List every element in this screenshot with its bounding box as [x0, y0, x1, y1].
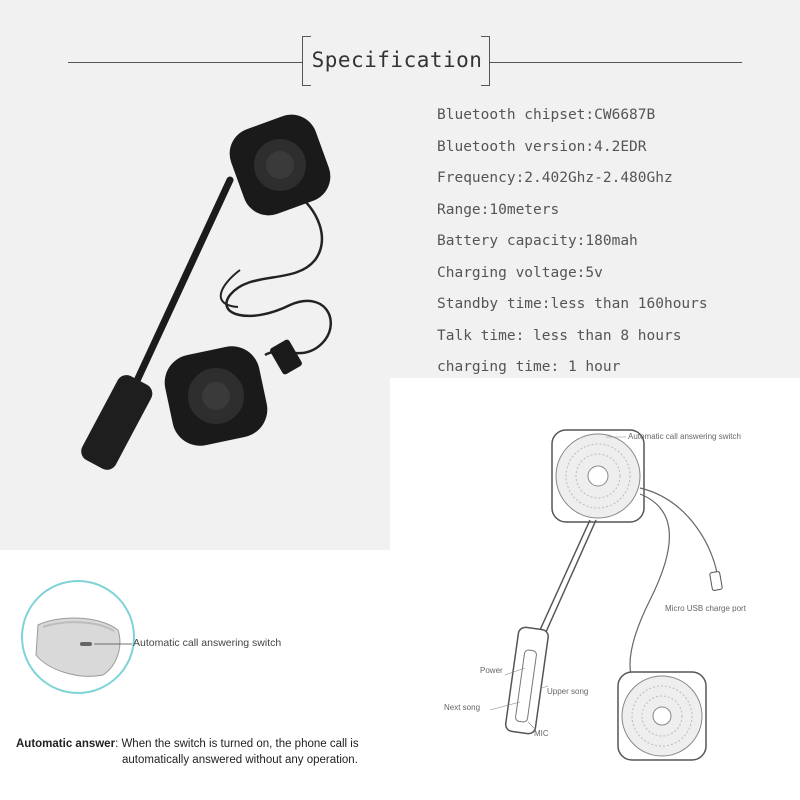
spec-standby: Standby time:less than 160hours: [437, 296, 708, 312]
product-photo: [40, 100, 400, 500]
note-line2: automatically answered without any operation.: [122, 754, 358, 766]
diagram-speaker-bottom-icon: [618, 672, 706, 760]
label-next-song: Next song: [444, 703, 481, 712]
header-rule-right: [490, 62, 742, 63]
switch-closeup: [18, 565, 138, 715]
spec-charging-time: charging time: 1 hour: [437, 359, 621, 375]
header-rule-left: [68, 62, 302, 63]
label-auto-switch: Automatic call answering switch: [628, 432, 741, 441]
spec-charging-voltage: Charging voltage:5v: [437, 264, 603, 281]
note-title: Automatic answer: [16, 738, 116, 750]
speaker-top-icon: [222, 107, 337, 222]
spec-talk-time: Talk time: less than 8 hours: [437, 327, 682, 344]
label-usb-port: Micro USB charge port: [665, 604, 746, 613]
switch-icon: [80, 642, 92, 646]
spec-chipset: Bluetooth chipset:CW6687B: [437, 107, 656, 123]
diagram-speaker-top-icon: [552, 430, 644, 522]
speaker-bottom-icon: [159, 341, 272, 451]
diagram-usb-icon: [710, 571, 723, 590]
spec-list: [437, 100, 708, 384]
auto-answer-note: [16, 736, 396, 768]
closeup-label: Automatic call answering switch: [133, 637, 282, 649]
label-upper-song: Upper song: [547, 687, 589, 696]
spec-version: Bluetooth version:4.2EDR: [437, 138, 647, 155]
usb-plug-icon: [269, 339, 303, 376]
label-mic: MIC: [534, 729, 549, 738]
diagram-mic-body-icon: [505, 626, 549, 734]
line-diagram: [430, 410, 800, 790]
title-frame: [302, 36, 490, 86]
mic-head-icon: [78, 372, 156, 474]
note-line1: : When the switch is turned on, the phone call is: [115, 738, 359, 750]
page-title: Specification: [311, 48, 483, 72]
spec-frequency: Frequency:2.402Ghz-2.480Ghz: [437, 170, 673, 186]
spec-range: Range:10meters: [437, 201, 560, 218]
label-power: Power: [480, 666, 503, 675]
spec-battery: Battery capacity:180mah: [437, 233, 638, 249]
